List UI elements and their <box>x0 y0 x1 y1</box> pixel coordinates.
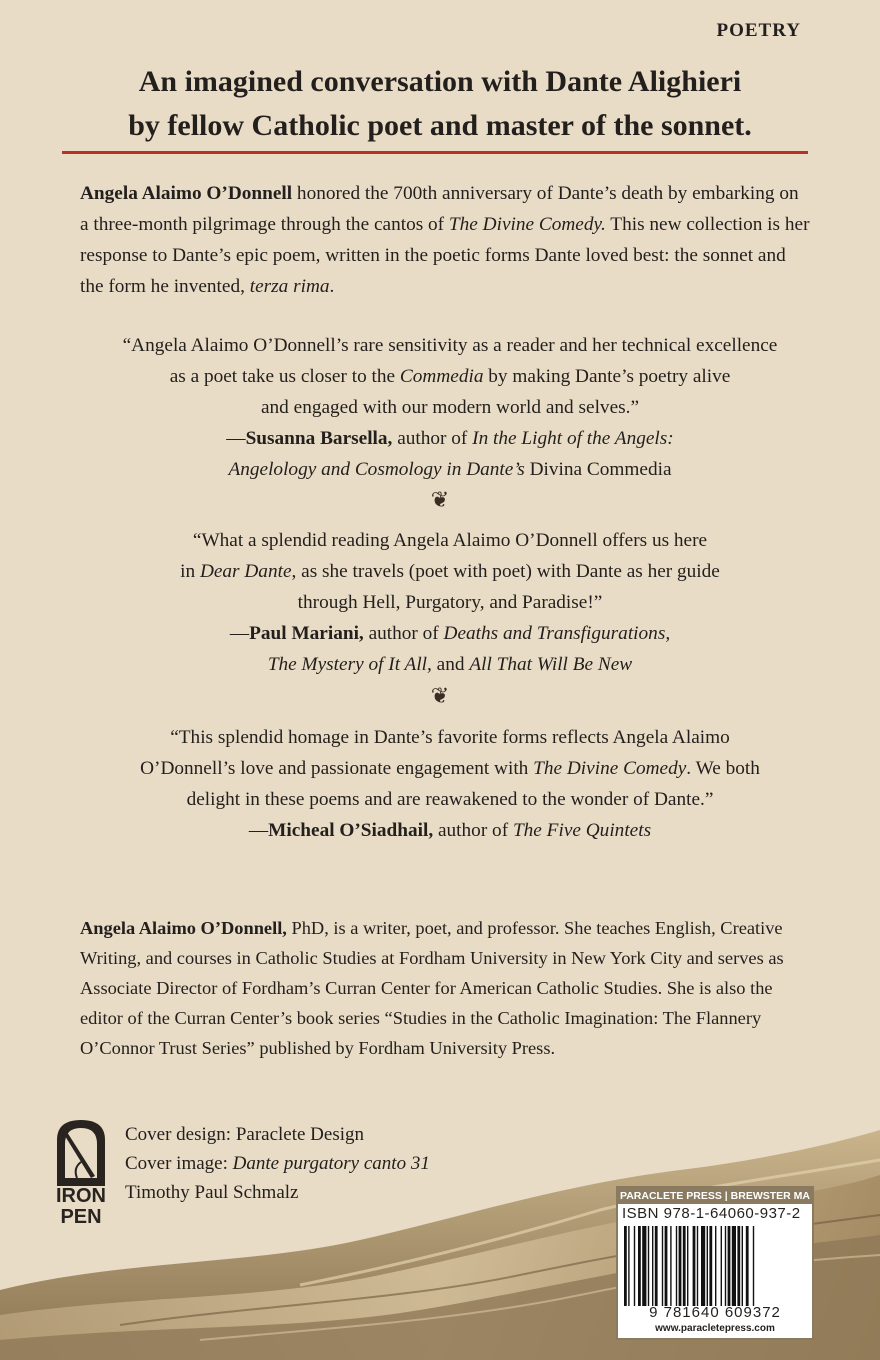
intro-book-title: The Divine Comedy. <box>448 214 606 235</box>
barcode-digits: 9 781640 609372 <box>649 1304 781 1321</box>
blurb-attribution: —Susanna Barsella, author of In the Light of the Angels: <box>226 428 674 449</box>
blurb-osiadhail: “This splendid homage in Dante’s favorite forms reflects Angela Alaimo O’Donnell’s love and passionate engagement with The Divine Comedy. We both delight in these poems and are reawakened to the wonder of Dante.” —Micheal O’Siadhail, author of The Five Quintets <box>60 722 840 846</box>
bio-name: Angela Alaimo O’Donnell, <box>80 918 287 938</box>
author-bio: Angela Alaimo O’Donnell, PhD, is a writer, poet, and professor. She teaches English, Creative Writing, and courses in Catholic Studies at Fordham University in New York City and serves as Associate Director of Fordham’s Curran Center for American Catholic Studies. She is also the editor of the Curran Center’s book series “Studies in the Catholic Imagination: The Flannery O’Connor Trust Series” published by Fordham University Press. <box>80 918 784 1058</box>
isbn-number: ISBN 978-1-64060-937-2 <box>622 1205 801 1222</box>
genre-label: POETRY <box>716 20 801 41</box>
cover-design-credit: Cover design: Paraclete Design <box>125 1124 365 1145</box>
blurb-mariani: “What a splendid reading Angela Alaimo O’Donnell offers us here in Dear Dante, as she travels (poet with poet) with Dante as her guide through Hell, Purgatory, and Paradise!” —Paul Mariani, author of Deaths and Transfigurations, The Mystery of It All, and All That Will Be New <box>60 525 840 680</box>
leaf-ornament-icon: ❦ <box>430 487 450 512</box>
publisher-label: PARACLETE PRESS | BREWSTER MA <box>619 1190 810 1202</box>
barcode-icon <box>624 1226 806 1306</box>
publisher-url: www.paracletepress.com <box>655 1323 775 1334</box>
cover-credits <box>125 1120 430 1207</box>
leaf-ornament-icon: ❦ <box>430 683 450 708</box>
blurb-attribution: —Paul Mariani, author of Deaths and Transfigurations, <box>229 623 671 644</box>
red-divider <box>62 151 808 154</box>
blurb-barsella: “Angela Alaimo O’Donnell’s rare sensitivity as a reader and her technical excellence as a poet take us closer to the Commedia by making Dante’s poetry alive and engaged with our modern world and selves.” —Susanna Barsella, author of In the Light of the Angels: Angelology and Cosmology in Dante’s Divina Commedia <box>60 330 840 485</box>
cover-image-credit: Cover image: Dante purgatory canto 31 <box>125 1153 430 1174</box>
tagline <box>0 60 880 148</box>
isbn-barcode-block <box>616 1186 814 1340</box>
tagline-line-1: An imagined conversation with Dante Alighieri <box>138 65 742 98</box>
quill-pen-icon <box>51 1118 111 1186</box>
tagline-line-2: by fellow Catholic poet and master of the sonnet. <box>128 109 752 142</box>
intro-author: Angela Alaimo O’Donnell <box>80 183 293 204</box>
intro-paragraph: Angela Alaimo O’Donnell honored the 700th anniversary of Dante’s death by embarking on a three-month pilgrimage through the cantos of The Divine Comedy. This new collection is her response to Dante’s epic poem, written in the poetic forms Dante loved best: the sonnet and the form he invented, terza rima. <box>80 183 810 297</box>
blurb-attribution: —Micheal O’Siadhail, author of The Five Quintets <box>248 820 652 841</box>
iron-pen-logo-text: IRON PEN <box>56 1185 106 1228</box>
artist-credit: Timothy Paul Schmalz <box>125 1182 299 1203</box>
intro-form: terza rima <box>249 276 330 297</box>
